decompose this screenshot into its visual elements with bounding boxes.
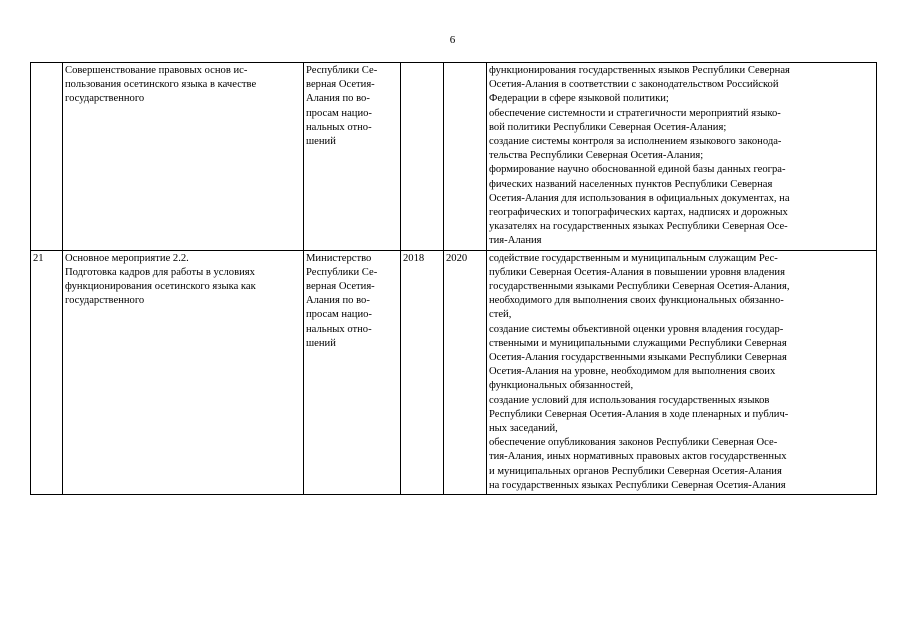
executor-line: Алания по во- [306, 93, 370, 105]
start-year-cell [401, 63, 444, 251]
result-line: обеспечение опубликования законов Республики Северная Осе- [489, 437, 778, 449]
executor-line: Министерство [306, 252, 372, 264]
table-row [31, 63, 877, 251]
result-line: ных заседаний, [489, 423, 558, 435]
event-line: пользования осетинского языка в качестве [65, 79, 257, 91]
result-line: Федерации в сфере языковой политики; [489, 93, 669, 105]
result-line: создание системы объективной оценки уровня владения государ- [489, 323, 784, 335]
executor-line: нальных отно- [306, 323, 372, 335]
result-line: на государственных языках Республики Северная Осетия-Алания [489, 479, 786, 491]
result-cell [487, 250, 877, 494]
result-line: Осетия-Алания государственными языками Республики Северная [489, 352, 787, 364]
result-line: Республики Северная Осетия-Алания в ходе пленарных и публич- [489, 408, 789, 420]
executor-line: просам нацио- [306, 107, 372, 119]
result-line: фических названий населенных пунктов Республики Северная [489, 178, 773, 190]
executor-line: верная Осетия- [306, 281, 375, 293]
result-line: государственными языками Республики Северная Осетия-Алания, [489, 281, 790, 293]
event-cell [63, 250, 304, 494]
result-line: тия-Алания [489, 235, 542, 247]
row-number: 21 [31, 250, 63, 494]
end-year-cell: 2020 [444, 250, 487, 494]
result-line: необходимого для выполнения своих функциональных обязанно- [489, 295, 784, 307]
event-line: Основное мероприятие 2.2. [65, 252, 189, 264]
executor-line: шений [306, 337, 336, 349]
executor-line: Республики Се- [306, 266, 378, 278]
start-year-cell: 2018 [401, 250, 444, 494]
result-line: вой политики Республики Северная Осетия-Алания; [489, 121, 727, 133]
result-line: ственными и муниципальными служащими Республики Северная [489, 337, 787, 349]
result-line: географических и топографических картах, надписях и дорожных [489, 207, 788, 219]
executor-line: Республики Се- [306, 65, 378, 76]
event-line: Совершенствование правовых основ ис- [65, 65, 248, 76]
executor-cell [304, 250, 401, 494]
result-line: Осетия-Алания для использования в официальных документах, на [489, 192, 790, 204]
executor-line: верная Осетия- [306, 79, 375, 91]
result-line: формирование научно обоснованной единой базы данных геогра- [489, 164, 786, 176]
executor-line: нальных отно- [306, 121, 372, 133]
executor-line: шений [306, 136, 336, 148]
event-cell [63, 63, 304, 251]
result-line: функционирования государственных языков Республики Северная [489, 65, 790, 76]
result-line: стей, [489, 309, 512, 321]
result-line: и муниципальных органов Республики Северная Осетия-Алания [489, 465, 782, 477]
result-line: тельства Республики Северная Осетия-Алания; [489, 150, 704, 162]
end-year-cell [444, 63, 487, 251]
executor-line: просам нацио- [306, 309, 372, 321]
result-line: содействие государственным и муниципальным служащим Рес- [489, 252, 778, 264]
page-number: 6 [449, 34, 456, 46]
event-line: государственного [65, 295, 145, 307]
table-row [31, 250, 877, 494]
result-line: Осетия-Алания на уровне, необходимом для выполнения своих [489, 366, 776, 378]
result-line: тия-Алания, иных нормативных правовых актов государственных [489, 451, 787, 463]
result-line: функциональных обязанностей, [489, 380, 634, 392]
event-line: функционирования осетинского языка как [65, 281, 256, 293]
executor-cell [304, 63, 401, 251]
result-line: публики Северная Осетия-Алания в повышении уровня владения [489, 266, 785, 278]
result-line: создание условий для использования государственных языков [489, 394, 770, 406]
event-line: государственного [65, 93, 145, 105]
result-line: Осетия-Алания в соответствии с законодательством Российской [489, 79, 779, 91]
executor-line: Алания по во- [306, 295, 370, 307]
event-line: Подготовка кадров для работы в условиях [65, 266, 255, 278]
result-cell [487, 63, 877, 251]
result-line: указателях на государственных языках Республики Северная Осе- [489, 221, 788, 233]
program-table [30, 62, 877, 495]
row-number [31, 63, 63, 251]
result-line: создание системы контроля за исполнением языкового законода- [489, 136, 782, 148]
result-line: обеспечение системности и стратегичности мероприятий языко- [489, 107, 781, 119]
